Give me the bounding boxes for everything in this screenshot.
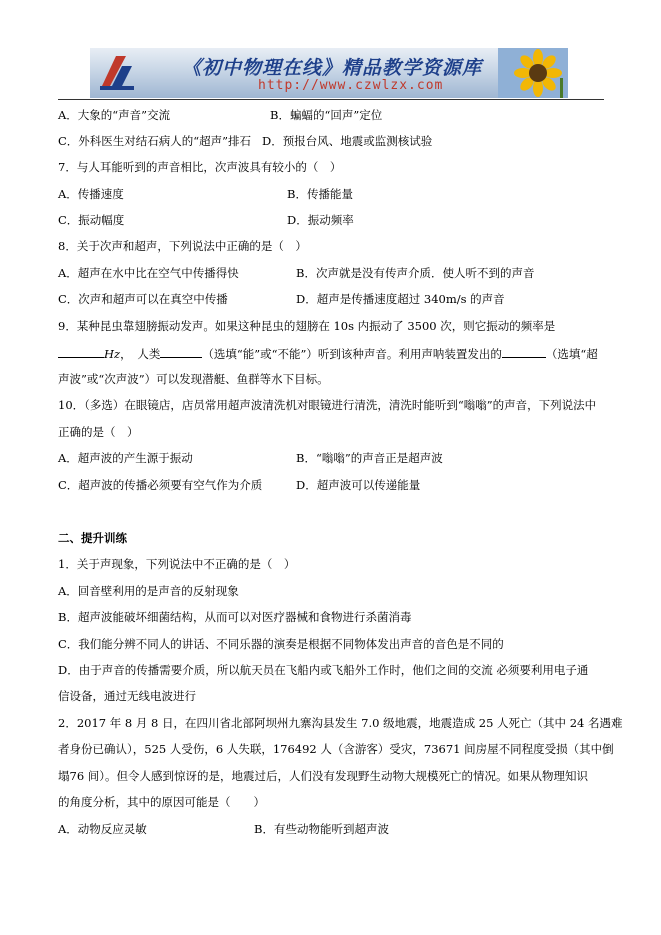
s2q2-option-a: A．动物反应灵敏	[58, 822, 147, 836]
q10-option-d: D．超声波可以传递能量	[296, 478, 421, 492]
section-title: 二、提升训练	[58, 531, 127, 545]
s2q2-line2: 者身份已确认），525 人受伤，6 人失联，176492 人（含游客）受灾，73671 间房屋不同程度受损（其中倒	[58, 742, 614, 756]
banner-title: 《初中物理在线》精品教学资源库	[182, 57, 483, 79]
q10-line1: 10．（多选）在眼镜店，店员常用超声波清洗机对眼镜进行清洗，清洗时能听到“嗡嗡”的声音，下列说法中	[58, 398, 597, 412]
s2q2-line4: 的角度分析，其中的原因可能是（ ）	[58, 795, 265, 809]
q9-text-choice: （选填“超	[545, 347, 598, 361]
q7-option-c: C．振动幅度	[58, 213, 125, 227]
q8-option-c: C．次声和超声可以在真空中传播	[58, 292, 228, 306]
s2q1-stem: 1．关于声现象，下列说法中不正确的是（ ）	[58, 557, 296, 571]
q8-option-b: B．次声就是没有传声介质．使人听不到的声音	[296, 266, 535, 280]
q7-stem: 7．与人耳能听到的声音相比，次声波具有较小的（ ）	[58, 160, 342, 174]
s2q1-option-a: A．回音壁利用的是声音的反射现象	[58, 584, 239, 598]
banner-url[interactable]: http://www.czwlzx.com	[258, 78, 444, 93]
s2q1-option-d-line2: 信设备，通过无线电波进行	[58, 689, 196, 703]
q9-unit: Hz	[104, 347, 121, 361]
q9-frequency-blank[interactable]	[58, 345, 104, 358]
q9-line3: 声波”或“次声波”）可以发现潜艇、鱼群等水下目标。	[58, 372, 329, 386]
s2q1-option-d-line1: D．由于声音的传播需要介质，所以航天员在飞船内或飞船外工作时，他们之间的交流 必须要利用电子通	[58, 663, 589, 677]
q10-option-c: C．超声波的传播必须要有空气作为介质	[58, 478, 263, 492]
q6-option-b: B．蝙蝠的“回声”定位	[270, 108, 383, 122]
q9-line2	[58, 345, 598, 362]
q9-line1: 9．某种昆虫靠翅膀振动发声。如果这种昆虫的翅膀在 10s 内振动了 3500 次，则它振动的频率是	[58, 319, 556, 333]
header-divider	[58, 99, 604, 100]
q8-option-d: D．超声是传播速度超过 340m/s 的声音	[296, 292, 505, 306]
q6-option-c: C．外科医生对结石病人的“超声”排石	[58, 134, 252, 148]
s2q2-line3: 塌76 间）。但令人感到惊讶的是，地震过后，人们没有发现野生动物大规模死亡的情况。如果从物理知识	[58, 769, 589, 783]
q9-hearing-blank[interactable]	[160, 345, 202, 358]
q8-stem: 8．关于次声和超声，下列说法中正确的是（ ）	[58, 239, 307, 253]
s2q2-line1: 2．2017 年 8 月 8 日，在四川省北部阿坝州九寨沟县发生 7.0 级地震，地震造成 25 人死亡（其中 24 名遇难	[58, 716, 623, 730]
q10-option-b: B．“嗡嗡”的声音正是超声波	[296, 451, 443, 465]
q10-line2: 正确的是（ ）	[58, 425, 139, 439]
q8-option-a: A．超声在水中比在空气中传播得快	[58, 266, 239, 280]
s2q2-option-b: B．有些动物能听到超声波	[254, 822, 389, 836]
q6-option-a: A．大象的“声音”交流	[58, 108, 171, 122]
q7-option-b: B．传播能量	[287, 187, 353, 201]
q6-option-d: D．预报台风、地震或监测核试验	[262, 134, 433, 148]
header-banner	[90, 48, 568, 98]
site-logo	[96, 52, 138, 94]
sunflower-icon	[498, 48, 568, 98]
q9-text-sonar: （选填“能”或“不能”）听到该种声音。利用声呐装置发出的	[202, 347, 502, 361]
q7-option-d: D．振动频率	[287, 213, 354, 227]
s2q1-option-b: B．超声波能破坏细菌结构，从而可以对医疗器械和食物进行杀菌消毒	[58, 610, 412, 624]
q9-text-human: ， 人类	[120, 347, 161, 361]
q10-option-a: A．超声波的产生源于振动	[58, 451, 193, 465]
q9-wave-blank[interactable]	[502, 345, 546, 358]
s2q1-option-c: C．我们能分辨不同人的讲话、不同乐器的演奏是根据不同物体发出声音的音色是不同的	[58, 637, 504, 651]
q7-option-a: A．传播速度	[58, 187, 124, 201]
